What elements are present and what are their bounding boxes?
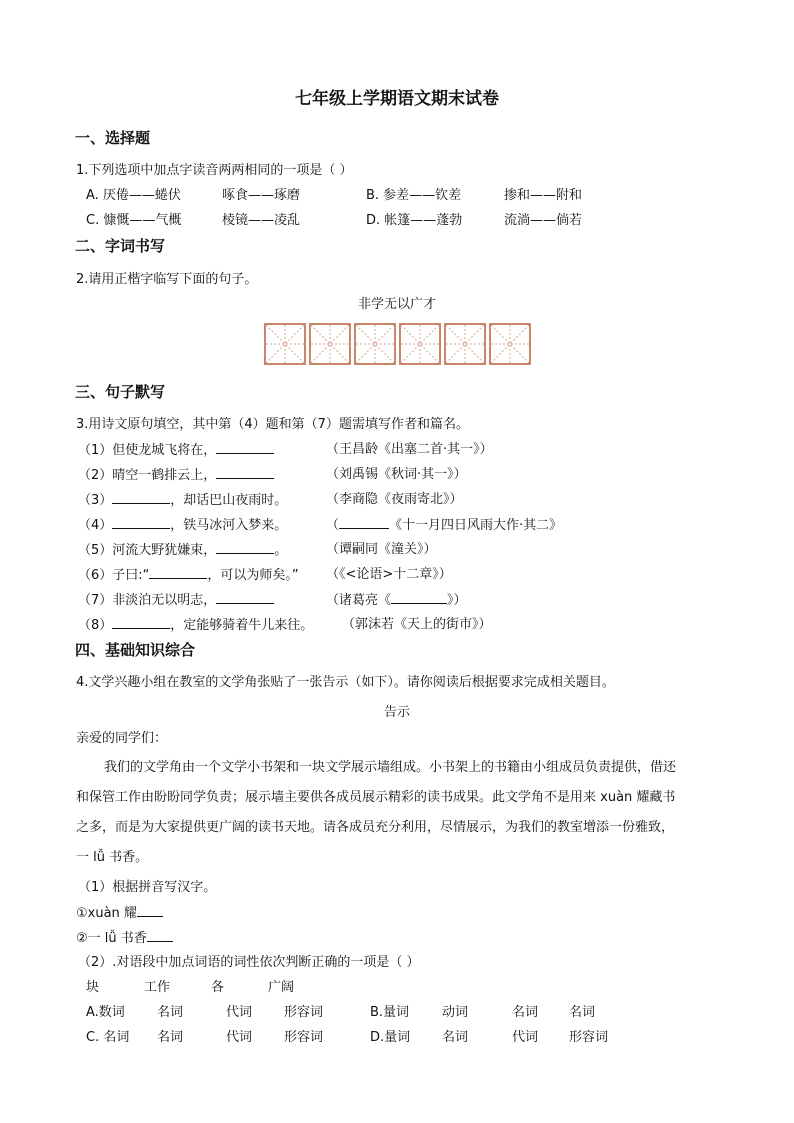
q4-opt-b-4: 名词 [569, 1005, 596, 1020]
section-heading-choice: 一、选择题 [75, 129, 151, 147]
notice-line-3: 之多，而是为大家提供更广阔的读书天地。请各成员充分利用，尽情展示，为我们的教室增添一份雅致， [76, 820, 675, 835]
section-heading-dictation: 三、句子默写 [75, 383, 166, 401]
answer-blank[interactable] [216, 591, 274, 604]
q4-opt-a-1: A.数词 [86, 1005, 125, 1020]
q3-source-7: （诸葛亮《 》） [326, 593, 467, 608]
section-heading-writing: 二、字词书写 [75, 237, 166, 255]
q1-option-c1: C. 慷慨——气概 [86, 213, 182, 228]
q4-sub1: （1）根据拼音写汉字。 [78, 880, 217, 895]
q3-source-8: （郭沫若《天上的街市》） [342, 617, 492, 632]
q4-sub1-a: ①xuàn 耀 [76, 904, 163, 923]
page-title: 七年级上学期语文期末试卷 [295, 89, 499, 109]
q3-item-1: （1）但使龙城飞将在， [78, 441, 274, 460]
q4-opt-b-1: B.量词 [370, 1005, 410, 1020]
answer-blank[interactable] [216, 466, 274, 479]
q1-option-b2: 掺和——附和 [504, 188, 583, 203]
answer-blank[interactable] [147, 929, 173, 942]
grid-cell[interactable] [264, 323, 306, 365]
title-blank[interactable] [391, 591, 447, 604]
notice-line-1: 我们的文学角由一个文学小书架和一块文学展示墙组成。小书架上的书籍由小组成员负责提供，借还 [104, 760, 677, 775]
q3-item-4: （4） ，铁马冰河入梦来。 [78, 518, 288, 533]
q1-option-d2: 流淌——倘若 [504, 213, 583, 228]
q4-opt-c-1: C. 名词 [86, 1030, 130, 1045]
q3-source-6: （《<论语>十二章》） [326, 567, 452, 582]
q1-option-b1: B. 参差——钦差 [366, 188, 462, 203]
q3-source-3: （李商隐《夜雨寄北》） [326, 492, 463, 507]
q3-source-1: （王昌龄《出塞二首·其一》） [326, 442, 493, 457]
q3-source-4: （ 《十一月四日风雨大作·其二》 [326, 518, 563, 533]
word-2: 工作 [144, 980, 171, 995]
answer-blank[interactable] [112, 491, 170, 504]
q3-source-2: （刘禹锡《秋词·其一》） [326, 467, 467, 482]
answer-blank[interactable] [112, 616, 170, 629]
notice-line-4: 一 lǚ 书香。 [76, 850, 149, 865]
q1-option-a2: 啄食——琢磨 [222, 188, 301, 203]
q4-opt-a-3: 代词 [226, 1005, 253, 1020]
q4-opt-d-1: D.量词 [370, 1030, 411, 1045]
q4-opt-d-3: 代词 [512, 1030, 539, 1045]
q3-item-7: （7）非淡泊无以明志， [78, 591, 274, 610]
q3-stem: 3.用诗文原句填空，其中第（4）题和第（7）题需填写作者和篇名。 [76, 417, 469, 432]
q1-option-a1: A. 厌倦——蜷伏 [86, 188, 181, 203]
grid-cell[interactable] [489, 323, 531, 365]
q1-option-d1: D. 帐篷——蓬勃 [366, 213, 463, 228]
q2-sentence: 非学无以广才 [357, 297, 436, 312]
q4-stem: 4.文学兴趣小组在教室的文学角张贴了一张告示（如下）。请你阅读后根据要求完成相关题目。 [76, 675, 615, 690]
q4-opt-a-2: 名词 [157, 1005, 184, 1020]
q4-opt-a-4: 形容词 [284, 1005, 324, 1020]
section-heading-comprehensive: 四、基础知识综合 [75, 641, 196, 659]
q4-opt-d-4: 形容词 [569, 1030, 609, 1045]
answer-blank[interactable] [137, 904, 163, 917]
notice-greeting: 亲爱的同学们： [76, 731, 168, 746]
answer-blank[interactable] [149, 566, 207, 579]
grid-cell[interactable] [309, 323, 351, 365]
q4-opt-d-2: 名词 [442, 1030, 469, 1045]
q4-opt-b-3: 名词 [512, 1005, 539, 1020]
q3-item-2: （2）晴空一鹤排云上， [78, 466, 274, 485]
q3-source-5: （谭嗣同《潼关》） [326, 542, 437, 557]
answer-blank[interactable] [112, 516, 170, 529]
author-blank[interactable] [339, 516, 389, 529]
calligraphy-grid [264, 323, 534, 365]
grid-cell[interactable] [354, 323, 396, 365]
answer-blank[interactable] [216, 441, 274, 454]
q3-item-5: （5）河流大野犹嫌束， 。 [78, 543, 288, 558]
q4-sub1-b: ②一 lǚ 书香 [76, 929, 173, 948]
q4-sub2: （2）.对语段中加点词语的词性依次判断正确的一项是（ ） [78, 955, 420, 970]
q4-opt-c-2: 名词 [157, 1030, 184, 1045]
grid-cell[interactable] [444, 323, 486, 365]
q3-item-8: （8） ，定能够骑着牛儿来往。 [78, 618, 314, 633]
notice-line-2: 和保管工作由盼盼同学负责；展示墙主要供各成员展示精彩的读书成果。此文学角不是用来 xuàn 耀藏书 [76, 790, 676, 805]
q4-opt-c-4: 形容词 [284, 1030, 324, 1045]
word-3: 各 [211, 980, 225, 995]
grid-cell[interactable] [399, 323, 441, 365]
q1-option-c2: 棱镜——凌乱 [222, 213, 301, 228]
q4-opt-c-3: 代词 [226, 1030, 253, 1045]
q2-stem: 2.请用正楷字临写下面的句子。 [76, 272, 258, 287]
q3-item-6: （6）子曰:“ ，可以为师矣。” [78, 568, 299, 583]
answer-blank[interactable] [216, 541, 274, 554]
q4-opt-b-2: 动词 [442, 1005, 469, 1020]
q3-item-3: （3） ，却话巴山夜雨时。 [78, 493, 288, 508]
word-4: 广阔 [268, 980, 295, 995]
q1-stem: 1.下列选项中加点字读音两两相同的一项是（ ） [76, 163, 353, 178]
word-1: 块 [86, 980, 100, 995]
notice-title: 告示 [383, 705, 410, 720]
